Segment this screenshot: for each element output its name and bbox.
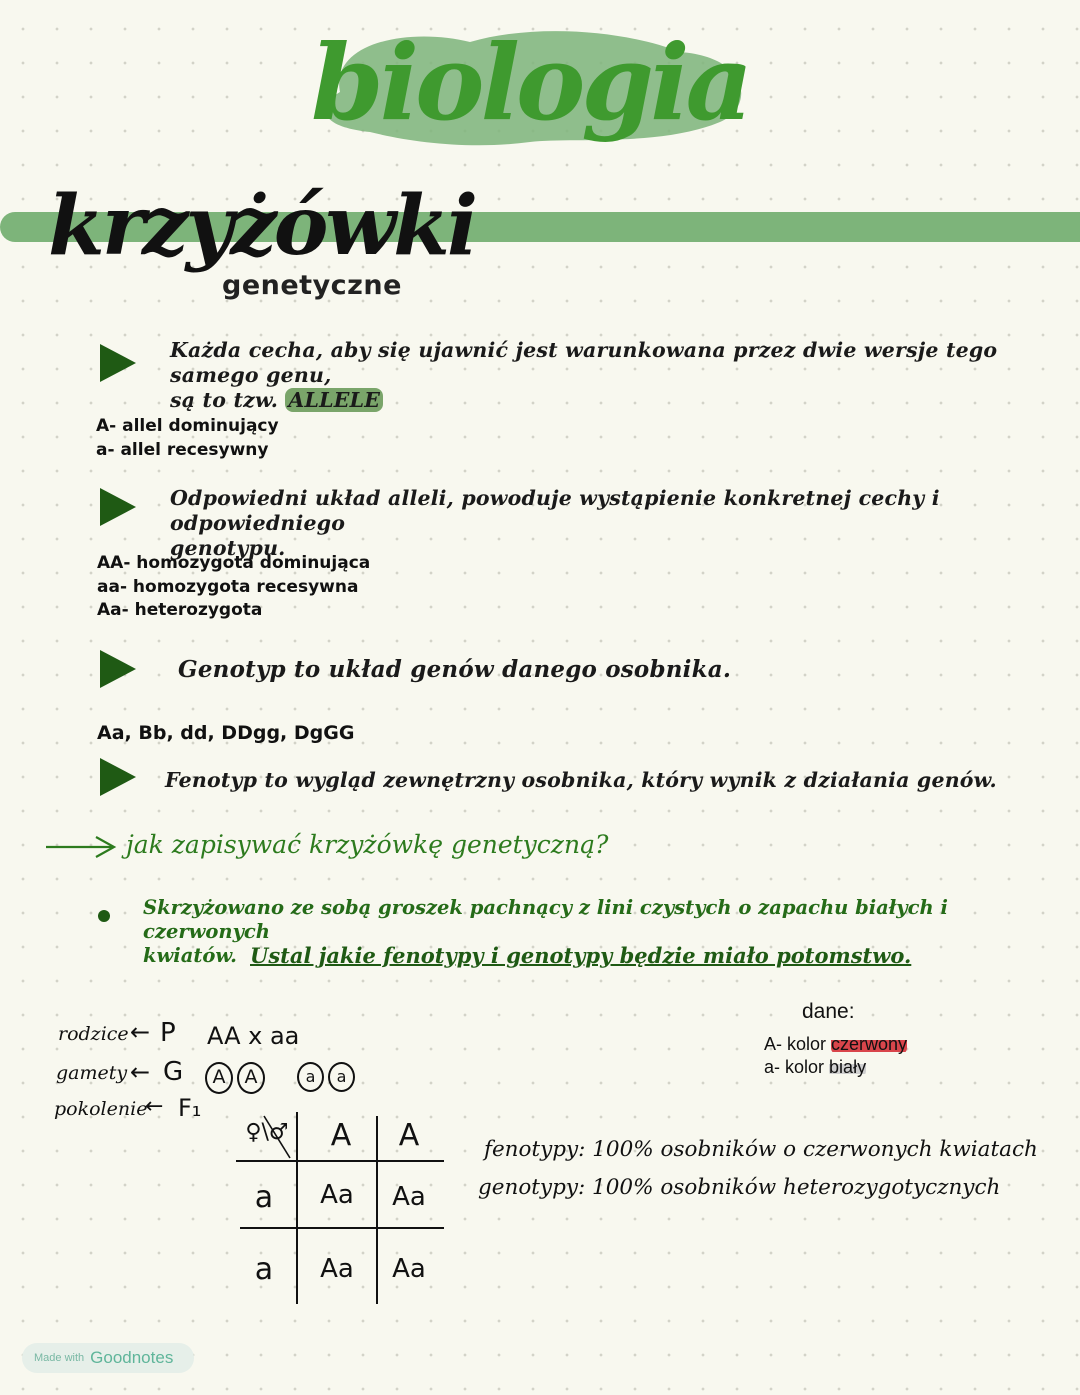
given-item bbox=[764, 1034, 907, 1055]
gamete-circle: a bbox=[328, 1062, 355, 1092]
statement-line bbox=[170, 388, 1060, 413]
cross-symbol-f1: F₁ bbox=[178, 1094, 202, 1122]
badge-prefix: Made with bbox=[34, 1352, 85, 1364]
task-line: kwiatów. bbox=[143, 944, 237, 967]
given-label: a- kolor bbox=[764, 1057, 825, 1077]
statement-alleles bbox=[170, 338, 1060, 413]
punnett-col-header: A bbox=[330, 1118, 352, 1153]
gamete-circle: a bbox=[297, 1062, 324, 1092]
note-line: aa- homozygota recesywna bbox=[97, 576, 359, 597]
punnett-corner-sex-icon: ♀\♂ bbox=[245, 1120, 289, 1145]
zygote-notes bbox=[97, 552, 370, 623]
play-bullet-icon bbox=[100, 344, 136, 382]
statement-line: Odpowiedni układ alleli, powoduje wystąpienie konkretnej cechy i odpowiedniego bbox=[170, 486, 940, 535]
cross-symbol-g: G bbox=[163, 1057, 184, 1087]
genotype-examples: Aa, Bb, dd, DDgg, DgGG bbox=[97, 722, 355, 744]
given-label: A- kolor bbox=[764, 1034, 827, 1054]
note-line: A- allel dominujący bbox=[96, 416, 279, 436]
parent-genotypes: AA x aa bbox=[207, 1022, 300, 1050]
section-title: krzyżówki bbox=[48, 178, 476, 274]
statement-line: Genotyp to układ genów danego osobnika. bbox=[178, 656, 732, 683]
bullet-dot-icon bbox=[98, 910, 110, 922]
highlight-allele: ALLELE bbox=[285, 388, 383, 412]
punnett-cell: Aa bbox=[320, 1254, 354, 1284]
statement-line: genotypu. bbox=[170, 536, 286, 560]
statement-text: są to tzw. bbox=[170, 388, 279, 412]
punnett-row-header: a bbox=[254, 1180, 274, 1215]
punnett-row-header: a bbox=[254, 1252, 274, 1287]
note-line: a- allel recesywny bbox=[96, 439, 269, 460]
statement-line: Każda cecha, aby się ujawnić jest warunkowana przez dwie wersje tego samego genu, bbox=[170, 338, 998, 387]
page-title: biologia bbox=[310, 21, 750, 144]
statement-phenotype bbox=[165, 768, 997, 793]
allele-notes bbox=[96, 415, 279, 462]
statement-line: Fenotyp to wygląd zewnętrzny osobnika, który wynik z działania genów. bbox=[165, 768, 997, 792]
note-line: AA- homozygota dominująca bbox=[97, 553, 371, 573]
statement-genotype bbox=[178, 657, 731, 682]
cross-label-generation: pokolenie bbox=[54, 1098, 148, 1120]
punnett-square bbox=[236, 1112, 446, 1308]
cross-symbol-p: P bbox=[160, 1018, 176, 1048]
section-subtitle: genetyczne bbox=[222, 270, 402, 301]
note-line: Aa- heterozygota bbox=[97, 600, 263, 620]
goodnotes-badge[interactable] bbox=[22, 1343, 194, 1373]
long-arrow-icon bbox=[44, 834, 118, 860]
gamete-circle: A bbox=[237, 1062, 265, 1094]
grid-line bbox=[240, 1227, 444, 1229]
punnett-col-header: A bbox=[398, 1118, 420, 1153]
punnett-cell: Aa bbox=[392, 1254, 426, 1284]
task-line: Skrzyżowano ze sobą groszek pachnący z lini czystych o zapachu białych i czerwonych bbox=[143, 896, 948, 943]
phenotypes-result: fenotypy: 100% osobników o czerwonych kwiatach bbox=[484, 1137, 1038, 1162]
gametes-parent-1 bbox=[205, 1062, 265, 1094]
punnett-cell: Aa bbox=[320, 1180, 354, 1210]
play-bullet-icon bbox=[100, 758, 136, 796]
genotypes-result: genotypy: 100% osobników heterozygotycznych bbox=[478, 1175, 1001, 1200]
gametes-parent-2 bbox=[297, 1062, 355, 1092]
gamete-circle: A bbox=[205, 1062, 233, 1094]
play-bullet-icon bbox=[100, 488, 136, 526]
given-title: dane: bbox=[802, 1000, 855, 1023]
color-red-value: czerwony bbox=[831, 1034, 908, 1054]
arrow-left-icon: ← bbox=[130, 1058, 151, 1086]
task-question: Ustal jakie fenotypy i genotypy będzie miało potomstwo. bbox=[250, 943, 912, 968]
color-white-value: biały bbox=[829, 1057, 867, 1077]
statement-genotype-arrangement bbox=[170, 486, 1060, 561]
cross-label-parents: rodzice bbox=[58, 1023, 129, 1045]
badge-brand: Goodnotes bbox=[90, 1348, 174, 1367]
cross-label-gametes: gamety bbox=[56, 1062, 128, 1084]
section-heading: jak zapisywać krzyżówkę genetyczną? bbox=[126, 830, 609, 859]
arrow-left-icon: ← bbox=[130, 1018, 151, 1046]
punnett-cell: Aa bbox=[392, 1182, 426, 1212]
arrow-left-icon: ← bbox=[145, 1094, 164, 1119]
play-bullet-icon bbox=[100, 650, 136, 688]
grid-line bbox=[236, 1160, 444, 1162]
given-item bbox=[764, 1057, 866, 1078]
